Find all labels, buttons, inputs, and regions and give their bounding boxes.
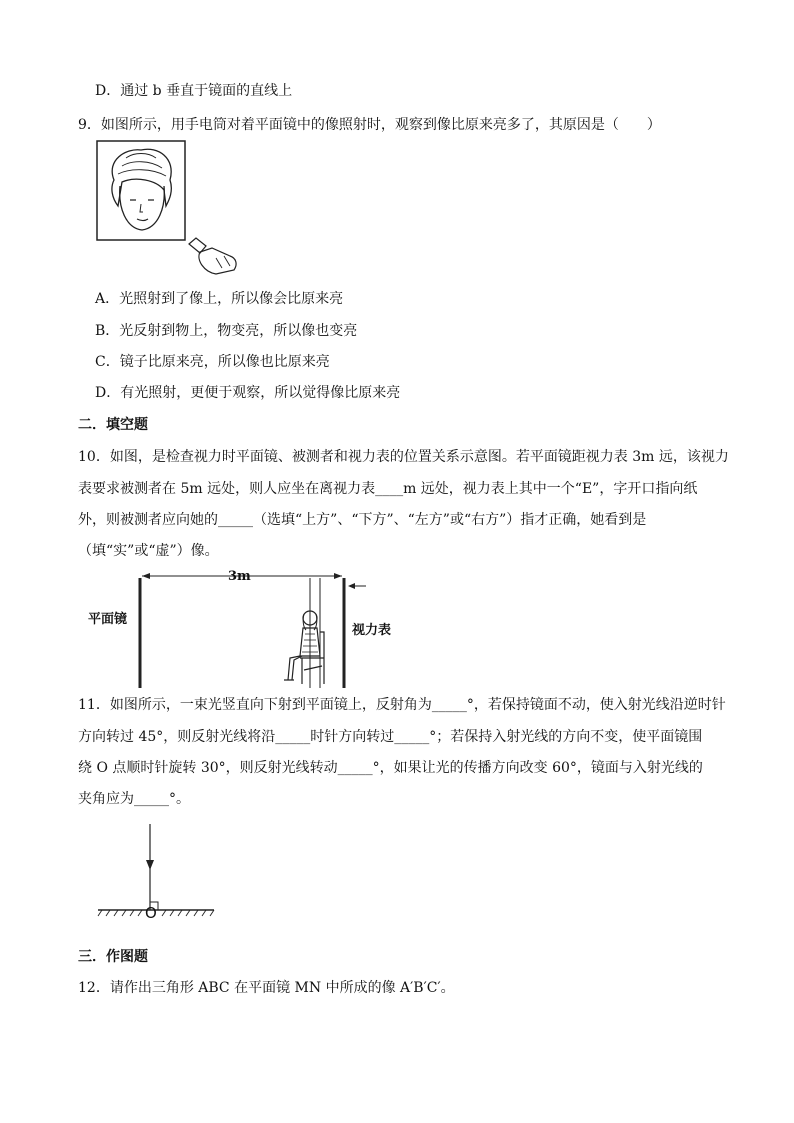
q11-point-o-label: O (145, 904, 157, 922)
section-2-title: 二．填空题 (78, 417, 148, 433)
q10-figure (88, 570, 408, 688)
q10-mirror-label: 平面镜 (88, 612, 128, 627)
q9-option-d: D．有光照射，更便于观察，所以觉得像比原来亮 (95, 385, 401, 401)
q10-line-1: 10．如图，是检查视力时平面镜、被测者和视力表的位置关系示意图。若平面镜距视力表 3m 远，该视力 (78, 449, 729, 465)
q10-line-3: 外，则被测者应向她的_____（选填“上方”、“下方”、“左方”或“右方”）指才正确，她看到是 (78, 512, 647, 528)
q9-stem: 9．如图所示，用手电筒对着平面镜中的像照射时，观察到像比原来亮多了，其原因是（ ） (78, 117, 661, 133)
q12-stem: 12．请作出三角形 ABC 在平面镜 MN 中所成的像 A′B′C′。 (78, 980, 455, 996)
q9-option-c: C．镜子比原来亮，所以像也比原来亮 (95, 354, 330, 370)
q10-distance-label: 3m (228, 569, 251, 584)
q9-option-b: B．光反射到物上，物变亮，所以像也变亮 (95, 323, 358, 339)
q11-line-4: 夹角应为_____°。 (78, 791, 190, 807)
q10-line-4: （填“实”或“虚”）像。 (78, 543, 219, 559)
section-3-title: 三．作图题 (78, 949, 148, 965)
q9-figure-face-and-flashlight (96, 140, 246, 280)
q11-figure (96, 822, 216, 932)
q8-option-d: D．通过 b 垂直于镜面的直线上 (95, 83, 293, 99)
q11-line-1: 11．如图所示，一束光竖直向下射到平面镜上，反射角为_____°，若保持镜面不动，使入射光线沿逆时针 (78, 697, 726, 713)
q10-chart-label: 视力表 (352, 623, 392, 638)
q11-line-2: 方向转过 45°，则反射光线将沿_____时针方向转过_____°；若保持入射光线的方向不变，使平面镜围 (78, 729, 703, 745)
q10-line-2: 表要求被测者在 5m 远处，则人应坐在离视力表____m 远处，视力表上其中一个“E”，字开口指向纸 (78, 481, 698, 497)
q9-option-a: A．光照射到了像上，所以像会比原来亮 (95, 291, 344, 307)
q11-line-3: 绕 O 点顺时针旋转 30°，则反射光线转动_____°，如果让光的传播方向改变 60°，镜面与入射光线的 (78, 760, 703, 776)
